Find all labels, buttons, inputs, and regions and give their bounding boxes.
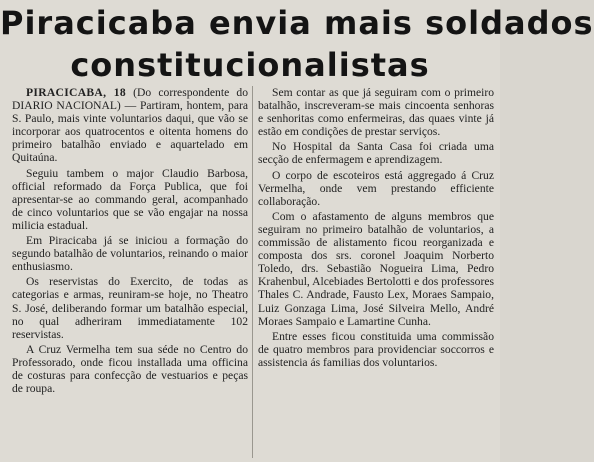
right-paragraph-5: Entre esses ficou constituida uma commissão de quatro membros para providenciar soccorros e assistencia ás familias dos voluntarios.	[258, 329, 494, 369]
right-paragraph-1: Sem contar as que já seguiram com o primeiro batalhão, inscreveram-se mais cincoenta senhoras e senhoritas como enfermeiras, das quaes vinte já estão em condições de prestar serviços.	[258, 86, 494, 139]
left-paragraph-3: Em Piracicaba já se iniciou a formação do segundo batalhão de voluntarios, reinando o maior enthusiasmo.	[12, 234, 248, 274]
headline-line-2: constitucionalistas	[70, 46, 430, 84]
headline	[0, 2, 594, 86]
right-paragraph-2: No Hospital da Santa Casa foi criada uma secção de enfermagem e aprendizagem.	[258, 140, 494, 167]
left-paragraph-4: Os reservistas do Exercito, de todas as categorias e armas, reuniram-se hoje, no Theatro S. José, deliberando formar um batalhão especial, no qual adheriram immediatamente 102 reservistas.	[12, 275, 248, 341]
left-paragraph-1	[12, 86, 248, 165]
right-paragraph-3: O corpo de escoteiros está aggregado á Cruz Vermelha, onde vem prestando efficiente collaboração.	[258, 168, 494, 208]
left-paragraph-5: A Cruz Vermelha tem sua séde no Centro do Professorado, onde ficou installada uma officina de costuras para confecção de vestuarios e peças de roupa.	[12, 342, 248, 396]
headline-line-1: Piracicaba envia mais soldados	[0, 4, 594, 42]
column-divider	[252, 86, 253, 458]
right-paragraph-4: Com o afastamento de alguns membros que seguiram no primeiro batalhão de voluntarios, a commissão de alistamento ficou reorganizada e composta dos srs. coronel Joaquim Norberto Toledo, drs. Sebastião Nogueira Lima, Pedro Krahenbul, Alcebiades Bertolotti e dos professores Thales C. Andrade, Fausto Lex, Moraes Sampaio, Luiz Gonzaga Lima, José Silveira Mello, André Moraes Sampaio e Lamartine Cunha.	[258, 209, 494, 328]
left-paragraph-2: Seguiu tambem o major Claudio Barbosa, official reformado da Força Publica, que foi apresentar-se ao commando geral, acompanhado de cinco voluntarios que se vão engajar na nossa milicia estadual.	[12, 166, 248, 232]
left-column	[12, 86, 248, 397]
right-column	[258, 86, 494, 371]
dateline: PIRACICABA, 18	[26, 86, 126, 99]
left-paragraph-1-text: (Do correspondente do DIARIO NACIONAL) — Partiram, hontem, para S. Paulo, mais vinte voluntarios daqui, que vão se incorporar aos quatrocentos e oitenta homens do primeiro batalhão enviado e aquartelado em Quitaúna.	[12, 86, 248, 165]
